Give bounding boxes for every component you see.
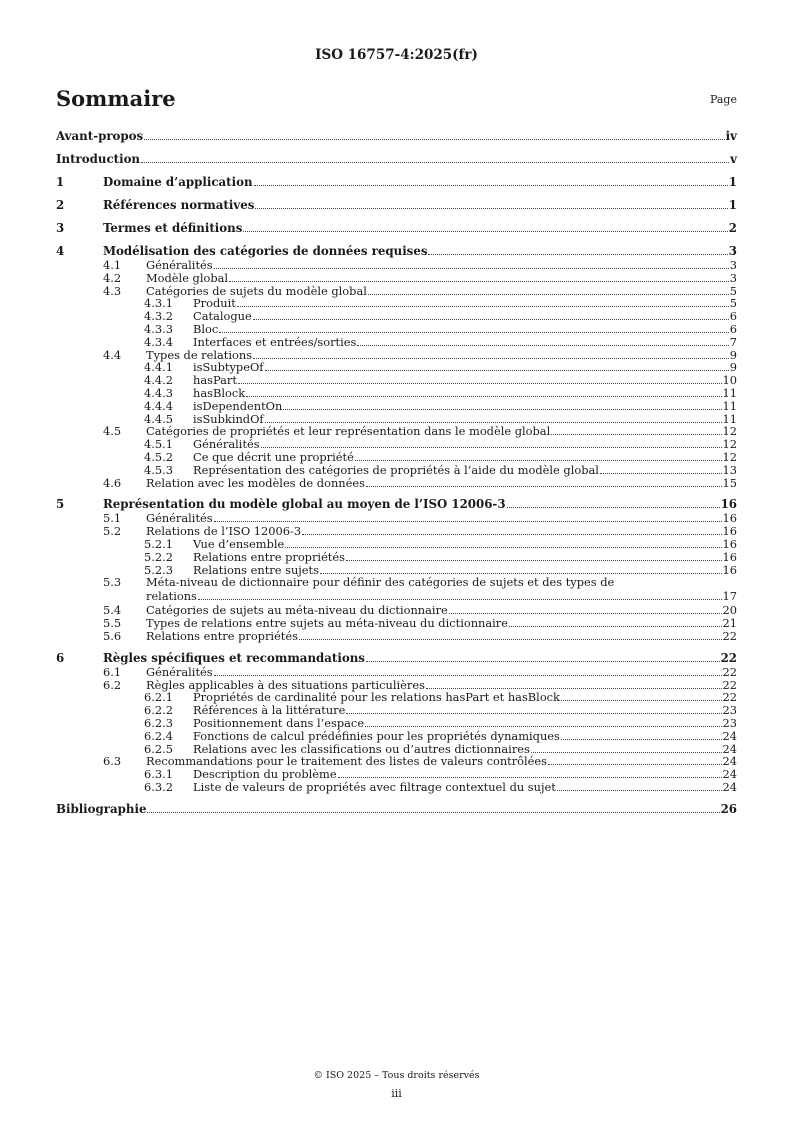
toc-entry-number: 1 xyxy=(56,175,65,189)
toc-entry-text: Relation avec les modèles de données xyxy=(146,475,365,490)
leader-dots xyxy=(219,332,728,333)
toc-entry[interactable] xyxy=(56,802,737,816)
leader-dots xyxy=(238,383,722,384)
leader-dots xyxy=(531,752,722,753)
toc-entry-text: Modélisation des catégories de données requises xyxy=(103,244,428,258)
toc-entry-page: 7 xyxy=(729,334,737,349)
leader-dots xyxy=(253,358,729,359)
copyright-footer: © ISO 2025 – Tous droits réservés xyxy=(313,1070,480,1081)
toc-entry-text: hasPart xyxy=(193,373,237,388)
toc-entry-page: 16 xyxy=(722,511,737,526)
leader-dots xyxy=(265,422,722,423)
toc-entry-text: Liste de valeurs de propriétés avec filtrage contextuel du sujet xyxy=(193,780,556,794)
toc-entry-text: Types de relations entre sujets au méta-niveau du dictionnaire xyxy=(146,616,508,631)
toc-entry-page: 21 xyxy=(722,616,737,631)
toc-entry-page: 24 xyxy=(722,741,737,756)
toc-entry-number: 5.1 xyxy=(103,511,122,526)
toc-entry-text: Types de relations xyxy=(146,347,253,362)
toc-entry-number: 6.2.2 xyxy=(144,703,173,718)
leader-dots xyxy=(365,726,721,727)
toc-entry-number: 4.4.5 xyxy=(144,411,173,426)
toc-entry-page: 20 xyxy=(722,603,737,618)
toc-entry-number: 4.3.4 xyxy=(144,334,173,349)
toc-entry-page: 13 xyxy=(722,462,737,477)
toc-entry-page: v xyxy=(730,152,737,166)
toc-entry-number: 6.3 xyxy=(103,754,122,769)
toc-entry-number: 4.4.2 xyxy=(144,373,173,388)
toc-entry-text: Catégories de propriétés et leur représentation dans le modèle global xyxy=(146,424,551,439)
toc-entry-number: 5.5 xyxy=(103,616,122,631)
title-row xyxy=(56,86,737,112)
toc-entry-number: 4.4.4 xyxy=(144,398,173,413)
toc-entry[interactable] xyxy=(56,575,737,603)
leader-dots xyxy=(302,534,721,535)
leader-dots xyxy=(285,547,721,548)
toc-entry[interactable] xyxy=(56,129,737,143)
toc-entry-page: 22 xyxy=(722,690,737,705)
leader-dots xyxy=(507,507,720,508)
toc-entry-number: 6.2.1 xyxy=(144,690,173,705)
toc-entry-text: Relations avec les classifications ou d’autres dictionnaires xyxy=(193,741,530,756)
toc-entry-text: Bloc xyxy=(193,322,219,336)
toc-entry-text: Vue d’ensemble xyxy=(193,537,285,551)
toc-entry-page: 11 xyxy=(722,398,737,413)
toc-entry-text: Représentation des catégories de propriétés à l’aide du modèle global xyxy=(193,462,599,477)
toc-entry-page: 6 xyxy=(729,322,737,336)
toc-entry-text: Positionnement dans l’espace xyxy=(193,716,365,730)
toc-entry-number: 6.2.3 xyxy=(144,716,173,730)
toc-entry-text: Relations entre propriétés xyxy=(193,549,345,564)
toc-entry-number: 4.4.1 xyxy=(144,360,173,375)
leader-dots xyxy=(561,739,722,740)
leader-dots xyxy=(237,306,729,307)
toc-entry-number: 5.2 xyxy=(103,524,122,539)
leader-dots xyxy=(346,713,721,714)
toc-entry[interactable] xyxy=(56,175,737,189)
toc-entry-page: 1 xyxy=(728,175,737,189)
toc-entry-text: isSubtypeOf xyxy=(193,360,264,375)
toc-entry-page: 1 xyxy=(728,198,737,212)
toc-entry-page: 16 xyxy=(722,524,737,539)
toc-entry-text: Description du problème xyxy=(193,767,337,782)
toc-entry-page: 16 xyxy=(722,537,737,551)
leader-dots xyxy=(144,139,724,140)
toc-entry-page: 6 xyxy=(729,309,737,324)
toc-entry-text: Règles spécifiques et recommandations xyxy=(103,650,365,665)
toc-entry-page: 11 xyxy=(722,386,737,400)
toc-entry-text: Généralités xyxy=(146,511,213,526)
toc-entry-page: 12 xyxy=(722,437,737,452)
toc-entry-number: 4.5.2 xyxy=(144,450,173,464)
toc-entry-number: 6.1 xyxy=(103,664,122,679)
leader-dots xyxy=(551,434,721,435)
toc-entry-number: 4.3.2 xyxy=(144,309,173,324)
leader-dots xyxy=(449,613,722,614)
toc-entry-number: 2 xyxy=(56,198,65,212)
toc-entry-text: Interfaces et entrées/sorties xyxy=(193,334,357,349)
toc-entry-page: 3 xyxy=(728,244,737,258)
toc-entry-text: Références à la littérature xyxy=(193,703,346,718)
leader-dots xyxy=(426,688,722,689)
toc-entry-text: Ce que décrit une propriété xyxy=(193,450,354,464)
leader-dots xyxy=(366,661,720,662)
leader-dots xyxy=(320,573,722,574)
leader-dots xyxy=(366,486,722,487)
toc-entry-text: Références normatives xyxy=(103,198,255,212)
leader-dots xyxy=(253,319,729,320)
toc-entry-text: Catégories de sujets du modèle global xyxy=(146,283,367,298)
toc-entry-number: 4.5.1 xyxy=(144,437,173,452)
toc-entry-text: Méta-niveau de dictionnaire pour définir des catégories de sujets et des types de xyxy=(146,575,615,590)
toc-entry-number: 6 xyxy=(56,650,65,665)
toc-entry-text: Produit xyxy=(193,296,236,311)
toc-entry-page: 5 xyxy=(729,283,737,298)
toc-entry-page: 24 xyxy=(722,767,737,782)
document-id-header: ISO 16757-4:2025(fr) xyxy=(315,47,478,63)
toc-entry-number: 4.2 xyxy=(103,270,122,285)
toc-entry-page: 22 xyxy=(722,664,737,679)
toc-entry-page: 2 xyxy=(728,221,737,235)
toc-entry-text: Relations de l’ISO 12006-3 xyxy=(146,524,302,539)
toc-entry-text-continued: relations xyxy=(146,589,197,604)
toc-entry-page: 3 xyxy=(729,258,737,272)
toc-entry[interactable] xyxy=(56,780,737,794)
toc-entry-number: 4.3 xyxy=(103,283,122,298)
leader-dots xyxy=(214,268,729,269)
toc-entry-number: 4.3.3 xyxy=(144,322,173,336)
leader-dots xyxy=(346,560,722,561)
toc-entry-page: 12 xyxy=(722,424,737,439)
toc-entry-number: 5.2.2 xyxy=(144,549,173,564)
leader-dots xyxy=(368,294,729,295)
toc-entry-text: isDependentOn xyxy=(193,398,283,413)
toc-entry-text: Bibliographie xyxy=(56,801,147,816)
leader-dots xyxy=(357,345,728,346)
toc-entry-text: hasBlock xyxy=(193,386,246,400)
leader-dots xyxy=(243,231,727,232)
toc-entry-text: Domaine d’application xyxy=(103,175,253,189)
page-column-label: Page xyxy=(709,93,737,106)
toc-entry-page: iv xyxy=(725,129,737,143)
toc-entry-number: 5.2.1 xyxy=(144,537,173,551)
toc-entry-number: 4 xyxy=(56,244,65,258)
toc-entry-page: 24 xyxy=(722,780,737,794)
toc-entry-number: 3 xyxy=(56,221,65,235)
leader-dots xyxy=(246,396,721,397)
toc-entry-number: 4.5.3 xyxy=(144,462,173,477)
toc-entry[interactable] xyxy=(56,651,737,665)
toc-entry-page: 17 xyxy=(722,589,737,604)
toc-entry-text: Généralités xyxy=(146,664,213,679)
toc-entry-page: 24 xyxy=(722,754,737,769)
toc-entry-page: 9 xyxy=(729,347,737,362)
toc-entry-page: 15 xyxy=(722,475,737,490)
leader-dots xyxy=(509,626,722,627)
toc-entry-text: Avant-propos xyxy=(56,129,144,143)
toc-entry-text: Relations entre sujets xyxy=(193,562,319,577)
toc-entry-page: 24 xyxy=(722,728,737,743)
toc-entry-number: 5.6 xyxy=(103,629,122,643)
toc-entry-number: 5 xyxy=(56,497,65,512)
toc-entry-page: 23 xyxy=(722,703,737,718)
toc-entry-number: 6.2.4 xyxy=(144,728,173,743)
leader-dots xyxy=(214,521,722,522)
toc-entry-text: Propriétés de cardinalité pour les relations hasPart et hasBlock xyxy=(193,690,560,705)
toc-entry-page: 16 xyxy=(722,562,737,577)
toc-entry-number: 5.2.3 xyxy=(144,562,173,577)
toc-entry-number: 4.6 xyxy=(103,475,122,490)
leader-dots xyxy=(255,208,727,209)
toc-entry-number: 4.1 xyxy=(103,258,122,272)
leader-dots xyxy=(283,409,721,410)
page-number: iii xyxy=(391,1087,402,1100)
toc-entry[interactable] xyxy=(56,476,737,490)
toc-entry-number: 4.4.3 xyxy=(144,386,173,400)
toc-entry-page: 5 xyxy=(729,296,737,311)
toc-entry[interactable] xyxy=(56,198,737,212)
leader-dots xyxy=(229,281,729,282)
toc-title: Sommaire xyxy=(56,86,176,111)
toc-entry-text: Relations entre propriétés xyxy=(146,629,298,643)
toc-entry[interactable] xyxy=(56,497,737,511)
toc-entry-text: Catégories de sujets au méta-niveau du dictionnaire xyxy=(146,603,448,618)
toc-entry-number: 4.5 xyxy=(103,424,122,439)
leader-dots xyxy=(198,599,722,600)
toc-entry-page: 11 xyxy=(722,411,737,426)
leader-dots xyxy=(600,473,722,474)
toc-entry-text: isSubkindOf xyxy=(193,411,264,426)
leader-dots xyxy=(299,639,722,640)
leader-dots xyxy=(355,460,722,461)
toc-entry-text: Fonctions de calcul prédéfinies pour les propriétés dynamiques xyxy=(193,728,560,743)
toc-entry-page: 3 xyxy=(729,270,737,285)
leader-dots xyxy=(561,700,722,701)
toc-entry[interactable] xyxy=(56,244,737,258)
leader-dots xyxy=(338,777,722,778)
toc-entry-text: Introduction xyxy=(56,152,141,166)
toc-entry[interactable] xyxy=(56,629,737,643)
toc-entry-number: 5.3 xyxy=(103,575,122,590)
toc-entry-number: 4.4 xyxy=(103,347,122,362)
toc-entry-page: 22 xyxy=(722,677,737,692)
leader-dots xyxy=(254,185,728,186)
toc-entry-number: 6.2 xyxy=(103,677,122,692)
leader-dots xyxy=(548,764,721,765)
toc-entry-text: Catalogue xyxy=(193,309,252,324)
leader-dots xyxy=(141,162,729,163)
toc-entry-page: 26 xyxy=(720,801,737,816)
toc-entry-number: 6.2.5 xyxy=(144,741,173,756)
toc-entry-page: 22 xyxy=(722,629,737,643)
toc-entry-text: Modèle global xyxy=(146,270,229,285)
toc-entry-text: Généralités xyxy=(146,258,213,272)
toc-entry-page: 22 xyxy=(720,650,737,665)
toc-entry[interactable] xyxy=(56,152,737,166)
toc-entry-number: 6.3.2 xyxy=(144,780,173,794)
leader-dots xyxy=(428,254,727,255)
toc-entry-page: 23 xyxy=(722,716,737,730)
toc-entry-text: Généralités xyxy=(193,437,260,452)
leader-dots xyxy=(147,812,719,813)
toc-entry-page: 10 xyxy=(722,373,737,388)
toc-entry-page: 16 xyxy=(720,497,737,512)
toc-entry-number: 4.3.1 xyxy=(144,296,173,311)
toc-entry-text: Termes et définitions xyxy=(103,221,243,235)
leader-dots xyxy=(265,370,729,371)
toc-entry[interactable] xyxy=(56,221,737,235)
toc-entry-page: 12 xyxy=(722,450,737,464)
leader-dots xyxy=(214,675,722,676)
toc-entry-page: 9 xyxy=(729,360,737,375)
toc-entry-number: 6.3.1 xyxy=(144,767,173,782)
toc-entry-text: Recommandations pour le traitement des listes de valeurs contrôlées xyxy=(146,754,548,769)
toc-entry-text: Règles applicables à des situations particulières xyxy=(146,677,425,692)
leader-dots xyxy=(557,790,722,791)
toc-entry-text: Représentation du modèle global au moyen de l’ISO 12006-3 xyxy=(103,497,506,512)
leader-dots xyxy=(261,447,722,448)
toc-entry-page: 16 xyxy=(722,549,737,564)
toc-entry-number: 5.4 xyxy=(103,603,122,618)
